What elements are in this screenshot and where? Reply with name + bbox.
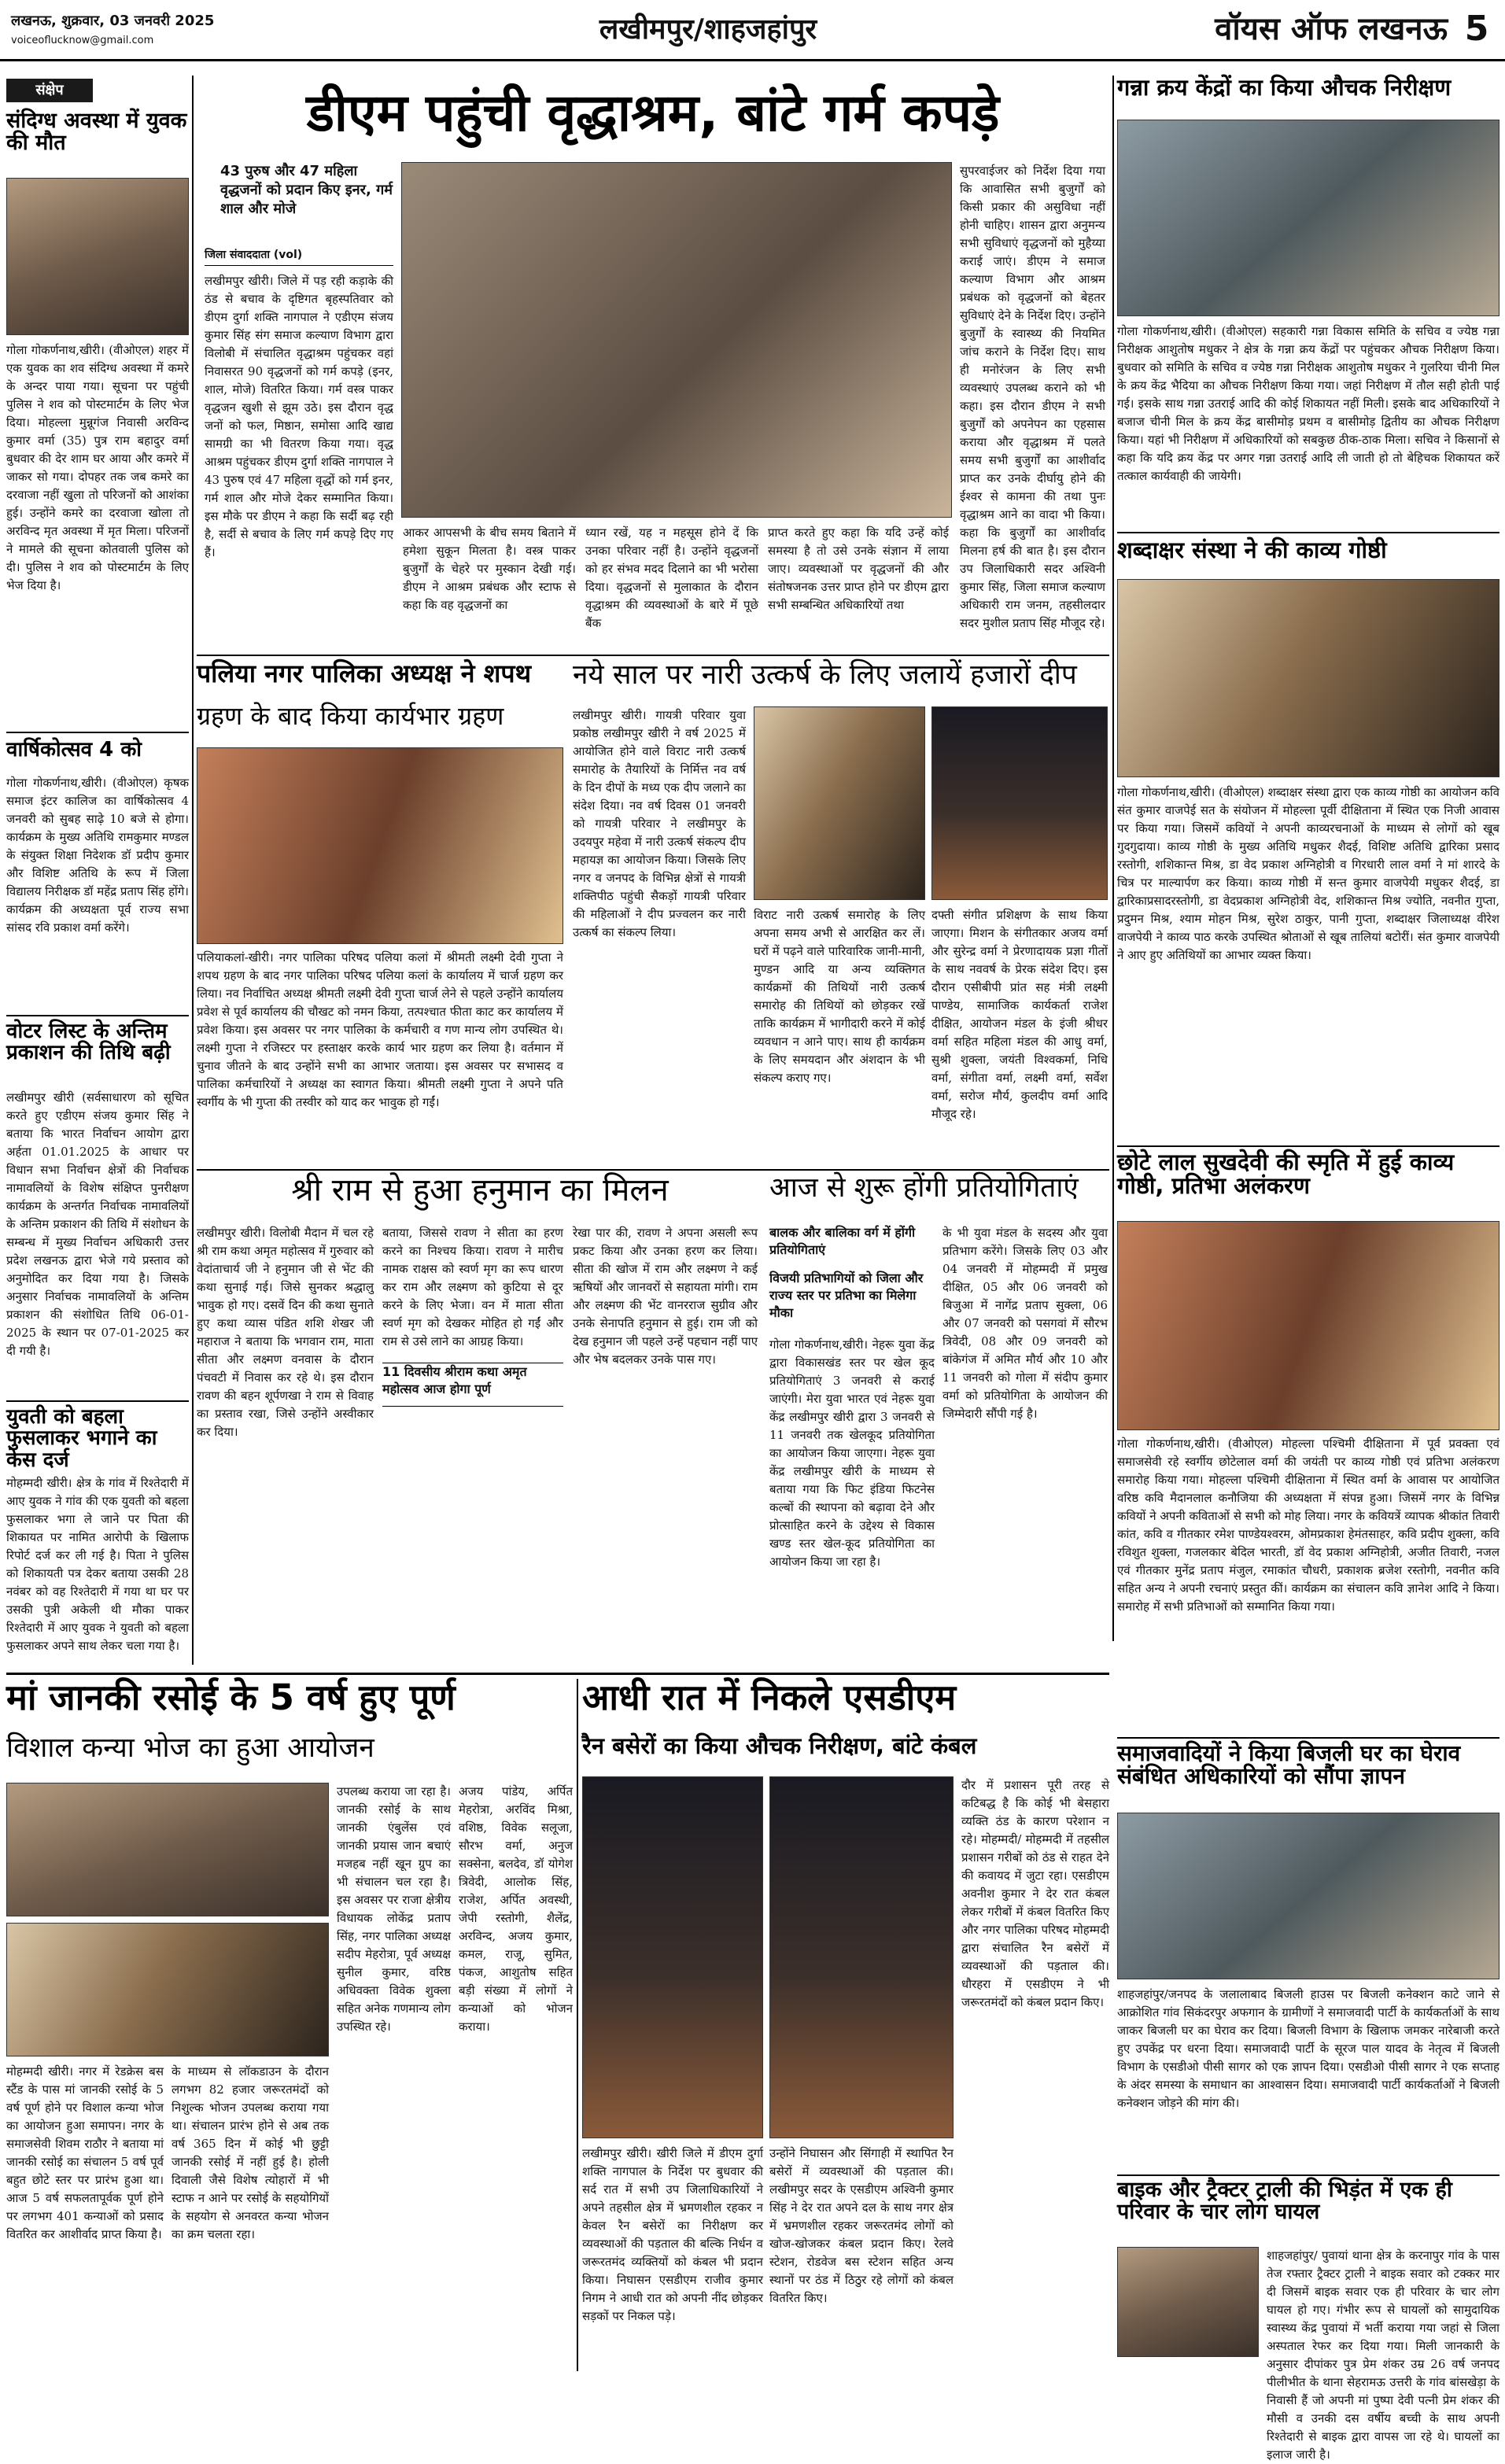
janki-text-2: के माध्यम से लॉकडाउन के दौरान लगभग 82 हजार जरूरतमंदों को निशुल्क भोजन उपलब्ध कराया गया था। संचालन प्रारंभ होने से अब तक वर्ष 365 दिन में कोई भी छुट्टी जानकी रसोई में नहीं हुई है। होली दिवाली जैसे विशेष त्योहारों में भी स्टाफ न आने पर रसोई के सहयोगियों के सहयोग से अनवरत कन्या भोजन का क्रम चलता रहा। bbox=[172, 2064, 329, 2241]
janki-story bbox=[6, 1676, 573, 2379]
lead-text-4: प्राप्त करते हुए कहा कि यदि उन्हें कोई समस्या है तो उसे उनके संज्ञान में लाया जाए। व्यवस्थाओं पर वृद्धजनों की और संतोषजनक उत्तर प्राप्त होने पर डीएम द्वारा सभी सम्बन्धित अधिकारियों तथा bbox=[768, 526, 949, 612]
nari-photo-1 bbox=[754, 706, 925, 900]
sdm-text-3: दौर में प्रशासन पूरी तरह से कटिबद्ध है कि कोई भी बेसहारा व्यक्ति ठंड के कारण परेशान न रहे। मोहम्मदी/ मोहम्मदी में तहसील प्रशासन गरीबों को ठंड से राहत देने की कवायद में जुटा रहा। एसडीएम अवनीश कुमार ने देर रात कंबल लेकर गरीबों में कंबल वितरित किए और नगर पालिका परिषद मोहम्मदी द्वारा संचालित रैन बसेरों में व्यवस्थाओं की पड़ताल की। धौरहरा में एसडीएम ने भी जरूरतमंदों को कंबल प्रदान किए। bbox=[961, 1778, 1109, 2009]
kavya2-photo bbox=[1117, 1221, 1499, 1430]
kavya1-photo bbox=[1117, 579, 1499, 777]
divider bbox=[6, 1015, 189, 1016]
nari-text-1: लखीमपुर खीरी। गायत्री परिवार युवा प्रकोष्ठ लखीमपुर खीरी ने वर्ष 2025 में आयोजित होने वाले विराट नारी उत्कर्ष समारोह के तैयारियों के निर्मित्त नव वर्ष के दिन दीपों के मध्य एक दीप जलाने का संदेश दिया। नव वर्ष दिवस 01 जनवरी को गायत्री परिवार ने लखीमपुर के उदयपुर महेवा में नारी उत्कर्ष संकल्प दीप महायज्ञ का आयोजन किया। जिसके लिए नगर व जनपद के विभिन्न क्षेत्रों से गायत्री शक्तिपीठ पहुंची सैकड़ों गायत्री परिवार की महिलाओं ने दीप प्रज्वलन कर नारी उत्कर्ष का संकल्प लिया। bbox=[573, 708, 746, 939]
brief-1-title: संदिग्ध अवस्था में युवक की मौत bbox=[6, 109, 187, 156]
divider bbox=[197, 655, 1109, 656]
paliya-headline-2: ग्रहण के बाद किया कार्यभार ग्रहण bbox=[197, 701, 504, 731]
brief-4-text: मोहम्मदी खीरी। क्षेत्र के गांव में रिश्तेदारी में आए युवक ने गांव की एक युवती को बहला फुसलाकर भगा ले जाने पर पिता की शिकायत पर नामित आरोपी के खिलाफ रिपोर्ट दर्ज कर ली गई है। पिता ने पुलिस को शिकायती पत्र देकर बताया उसकी 28 नवंबर को वह रिश्तेदारी में गया था घर पर उसकी पुत्री अकेली थी मौका पाकर रिश्तेदारी में आए युवक ने युवती को बहला फुसलाकर अपने साथ लेकर चला गया है। bbox=[6, 1476, 189, 1653]
page-number: 5 bbox=[1464, 9, 1489, 49]
paliya-headline-1: पलिया नगर पालिका अध्यक्ष ने शपथ bbox=[197, 658, 532, 688]
kavya2-text: गोला गोकर्णनाथ,खीरी। (वीओएल) मोहल्ला पश्चिमी दीक्षिताना में पूर्व प्रवक्ता एवं समाजसेवी रहे स्वर्गीय छोटेलाल वर्मा की जयंती पर काव्य गोष्ठी एवं प्रतिभा अलंकरण समारोह किया गया। मोहल्ला पश्चिमी दीक्षिताना में स्थित वर्मा के आवास पर आयोजित वरिष्ठ कवि मैदानलाल कनौजिया की अध्यक्षता में संपन्न हुआ। जिसमें नगर के विभिन्न कवियों ने अपनी कविताओं से सभी को मोह लिया। नगर के कवियत्रें व्यापक श्रीकांत तिवारी कांत, कवि व गीतकार रमेश पाण्डेयश्वरम, ओमप्रकाश हेमंतसाहर, कवि प्रदीप शुक्ला, कवि रविशुत शुक्ला, गजलकार बेदिल भारती, डॉ वेद प्रकाश अग्निहोत्री, अजीत तिवारी, नजल एवं गीतकार मुनेंद्र प्रताप मंजुल, रमाकांत चौधरी, प्रकाशक ब्रजेश रस्तोगी, नवनीत कवि सहित अन्य ने अपनी रचनाएं प्रस्तुत कीं। कार्यक्रम का संचालन कवि ज्ञानेश आदि ने किया। समारोह में सभी प्रतिभाओं को सम्मानित किया गया। bbox=[1117, 1437, 1500, 1614]
column-rule bbox=[192, 76, 194, 1665]
masthead-email: voiceoflucknow@gmail.com bbox=[11, 35, 154, 46]
column-rule bbox=[577, 1679, 578, 2371]
sapa-text: शाहजहांपुर/जनपद के जलालाबाद बिजली हाउस पर बिजली कनेक्शन काटे जाने से आक्रोशित गांव सिकंदरपुर अफगान के ग्रामीणों ने समाजवादी पार्टी के कार्यकर्ताओं के साथ जाकर बिजली घर का घेराव कर दिया। बिजली विभाग के खिलाफ जमकर नारेबाजी करते हुए उपकेंद्र पर धरना दिया। समाजवादी पार्टी के सूरज पाल यादव के नेतृत्व में बिजली विभाग के एसडीओ पीसी सागर को एक ज्ञापन दिया। एसडीओ पीसी सागर ने एक सप्ताह के अंदर समस्या के समाधान का आश्वासन दिया। समाजवादी पार्टी कार्यकर्ताओं ने बिजली कनेक्शन जोड़ने की मांग की। bbox=[1117, 1987, 1499, 2110]
kavya1-text: गोला गोकर्णनाथ,खीरी। (वीओएल) शब्दाक्षर संस्था द्वारा एक काव्य गोष्ठी का आयोजन कवि संत कुमार वाजपेई सत के संयोजन में मोहल्ला पूर्वी दीक्षिताना में स्थित एक निजी आवास पर किया गया। जिसमें कवियों ने अपनी काव्यरचनाओं के माध्यम से लोगों को खूब गुदगुदाया। काव्य गोष्ठी के मुख्य अतिथि मधुकर शैदई, विशिष्ट अतिथि द्वारिका प्रसाद रस्तोगी, शशिकान्त मिश्र, डा वेद प्रकाश अग्निहोत्री व गिरधारी लाल वर्मा ने मां शारदे के चित्र पर माल्यार्पण कर किया। काव्य गोष्ठी में सन्त कुमार वाजपेयी मधुकर शैदई, डा द्वारिकाप्रसादरस्तोगी, डा वेदप्रकाश अग्निहोत्री वेद, शशिकान्त मिश्र ज्योति, नवनीत गुप्ता, प्रदुमन मिश्र, श्याम मोहन मिश्र, सुरेश ठाकुर, पानी गुप्ता, शब्दाक्षर जिलाध्यक्ष वीरेश वाजपेयी ने काव्य पाठ करके उपस्थित श्रोताओं से खूब तालियां बटोरीं। संत कुमार वाजपेयी ने आए हुए अतिथियों का आभार व्यक्त किया। bbox=[1117, 785, 1499, 962]
divider bbox=[6, 1673, 1109, 1675]
kavya2-headline: छोटे लाल सुखदेवी की स्मृति में हुई काव्य गोष्ठी, प्रतिभा अलंकरण bbox=[1117, 1149, 1455, 1200]
janki-text-4: अजय पांडेय, अर्पित मेहरोत्रा, अरविंद मिश्रा, वशिष्ठ, विवेक सलूजा, सौरभ वर्मा, अनुज सक्सेना, बलदेव, डॉ योगेश त्रिवेदी, आलोक सिंह, राजेश, अर्पित अवस्थी, जेपी रस्तोगी, शैलेंद्र, अरविन्द, अजय कुमार, कमल, राजू, सुमित, पंकज, आशुतोष सहित बड़ी संख्या में लोगों ने कन्याओं को भोजन कराया। bbox=[459, 1784, 573, 2034]
divider bbox=[6, 732, 189, 733]
brand-title: वॉयस ऑफ लखनऊ bbox=[1215, 11, 1448, 47]
brief-2-title: वार्षिकोत्सव 4 को bbox=[6, 738, 142, 762]
lead-text-3: ध्यान रखें, यह न महसूस होने दें कि उनका परिवार नहीं है। उन्होंने वृद्धजनों को हर संभव मदद दिलाने का भी भरोसा दिया। वृद्धजनों से मुलाकात के दौरान वृद्धाश्रम की व्यवस्थाओं के बारे में पूछे बैंक bbox=[585, 526, 758, 630]
masthead bbox=[0, 0, 1505, 61]
ram-text-1: लखीमपुर खीरी। विलोबी मैदान में चल रहे श्री राम कथा अमृत महोत्सव में गुरुवार को वेदांताचार्य जी ने हनुमान जी से भेंट की कथा सुनाई गई। जिसे सुनकर श्रद्धालु भावुक हो गए। दसवें दिन की कथा सुनाते हुए कथा व्यास पंडित शशि शेखर जी महाराज ने बताया कि भगवान राम, माता सीता और लक्ष्मण वनवास के दौरान पंचवटी में निवास कर रहे थे। इस दौरान रावण की बहन शूर्पणखा ने राम से विवाह का प्रस्ताव रखा, जिसे उन्होंने अस्वीकार कर दिया। bbox=[197, 1226, 374, 1439]
sidebar bbox=[6, 79, 189, 1668]
lead-story bbox=[197, 76, 1109, 650]
janki-photo-2 bbox=[6, 1923, 329, 2056]
sdm-text-2: उन्होंने निघासन और सिंगाही में स्थापित रैन बसेरों में व्यवस्थाओं की पड़ताल की। लखीमपुर सदर के एसडीएम अश्विनी कुमार सिंह ने देर रात अपने दल के साथ नगर क्षेत्र में भ्रमणशील रहकर जरूरतमंद लोगों को खोज-खोजकर कंबल प्रदान किए। रेलवे स्टेशन, रोडवेज बस स्टेशन सहित अन्य स्थानों पर ठंड में ठिठुर रहे लोगों को कंबल वितरित किए। bbox=[769, 2146, 954, 2305]
paliya-story bbox=[197, 658, 566, 1164]
paliya-text: पलियाकलां-खीरी। नगर पालिका परिषद पलिया कलां में श्रीमती लक्ष्मी देवी गुप्ता ने शपथ ग्रहण के बाद नगर पालिका परिषद पलिया कलां के कार्यालय में चार्ज ग्रहण कर लिया। नव निर्वाचित अध्यक्ष श्रीमती लक्ष्मी देवी गुप्ता चार्ज लेने से पहले उन्होंने कार्यालय प्रवेश से पूर्व कार्यालय की चौखट को नमन किया, तत्पश्चात फीता काट कर कार्यालय में प्रवेश किया। इस अवसर पर नगर पालिका के कर्मचारी व गण मान्य लोग उपस्थित थे। लक्ष्मी गुप्ता ने रजिस्टर पर हस्ताक्षर करके कार्य भार ग्रहण कर लिया है। वर्तमान में चुनाव जीतने के बाद उन्होंने सभी का आभार जताया। इस अवसर पर सभासद व पालिका कर्मचारियों ने अध्यक्ष का स्वागत किया। श्रीमती लक्ष्मी गुप्ता ने अपने पति स्वर्गीय के भी गुप्ता की तस्वीर को याद कर भावुक हो गईं। bbox=[197, 950, 563, 1109]
accident-headline: बाइक और ट्रैक्टर ट्राली की भिड़ंत में एक ही परिवार के चार लोग घायल bbox=[1117, 2178, 1452, 2225]
ram-story bbox=[197, 1174, 763, 1662]
brief-3-text: लखीमपुर खीरी (सर्वसाधारण को सूचित करते हुए एडीएम संजय कुमार सिंह ने बताया कि भारत निर्वाचन आयोग द्वारा अर्हता 01.01.2025 के आधार पर विधान सभा निर्वाचन क्षेत्रों की निर्वाचक नामावलियों के विशेष संक्षिप्त पुनरीक्षण कार्यक्रम के अन्तर्गत निर्वाचक नामावलियों के अन्तिम प्रकाशन की तिथि में संशोधन के सम्बन्ध में मुख्य निर्वाचन अधिकारी उत्तर प्रदेश लखनऊ द्वारा भेजे गये प्रस्ताव को अनुमोदित कर दिया गया है। जिसके अनुसार निर्वाचक नामावलियों के अन्तिम प्रकाशन की संशोधित तिथि 06-01-2025 के स्थान पर 07-01-2025 कर दी गयी है। bbox=[6, 1090, 189, 1358]
lead-bullet: 43 पुरुष और 47 महिला वृद्धजनों को प्रदान किए इनर, गर्म शाल और मोजे bbox=[220, 163, 393, 217]
sdm-photo-1 bbox=[582, 1776, 763, 2138]
ganna-photo bbox=[1117, 120, 1499, 316]
pratiyogita-bullet-1: बालक और बालिका वर्ग में होंगी प्रतियोगिताएं bbox=[769, 1225, 916, 1257]
brief-1-text: गोला गोकर्णनाथ,खीरी। (वीओएल) शहर में एक युवक का शव संदिग्ध अवस्था में कमरे के अन्दर पाया गया। सूचना पर पहुंची पुलिस ने शव को पोस्टमार्टम के लिए भेज दिया। मोहल्ला मुन्नूगंज निवासी अरविन्द कुमार वर्मा (35) पुत्र राम बहादुर वर्मा बुधवार की देर शाम घर आया और कमरे में जाकर सो गया। दोपहर तक जब कमरे का दरवाजा नहीं खुला तो परिजनों को आशंका हुई। उन्होंने कमरे का दरवाजा खोला तो अरविन्द मृत अवस्था में मृत मिला। परिजनों ने मामले की सूचना कोतवाली पुलिस को दी। पुलिस ने शव को पोस्टमार्टम के लिए भेज दिया है। bbox=[6, 343, 189, 592]
janki-headline-1: मां जानकी रसोई के 5 वर्ष हुए पूर्ण bbox=[6, 1676, 456, 1718]
pratiyogita-headline: आज से शुरू होंगी प्रतियोगिताएं bbox=[769, 1172, 1079, 1204]
divider bbox=[197, 1169, 1109, 1171]
janki-text-1: मोहम्मदी खीरी। नगर में रेडक्रेस बस स्टैंड के पास मां जानकी रसोई के 5 वर्ष पूर्ण होने पर विशाल कन्या भोज का आयोजन हुआ समापन। नगर के समाजसेवी शिवम राठौर ने बताया मां जानकी रसोई का संचालन 5 वर्ष पूर्व बहुत छोटे स्तर पर प्रारंभ हुआ था। आज 5 वर्ष सफलतापूर्वक पूर्ण होने पर लगभग 401 कन्याओं को प्रसाद वितरित कर आशीर्वाद प्राप्त किया है। bbox=[6, 2064, 164, 2241]
right-column bbox=[1117, 74, 1500, 2462]
nari-headline: नये साल पर नारी उत्कर्ष के लिए जलायें हजारों दीप bbox=[573, 659, 1077, 691]
nari-text-2: विराट नारी उत्कर्ष समारोह के लिए अपना समय अभी से आरक्षित कर लें। घरों में पढ़ने वाले पारिवारिक जानी-मानी, मुण्डन आदि या अन्य व्यक्तिगत कार्यक्रमों की तिथियों नारी उत्कर्ष समारोह की तिथियों को छोड़कर रखें ताकि कार्यक्रम में भागीदारी करने में कोई व्यवधान न आने पाए। साथ ही कार्यक्रम के लिए समयदान और अंशदान के भी संकल्प कराए गए। bbox=[754, 908, 925, 1085]
lead-text-2: आकर आपसभी के बीच समय बिताने में हमेशा सुकून मिलता है। वस्त्र पाकर बुजुर्गों के चेहरे पर मुस्कान देखी गई। डीएम ने आश्रम प्रबंधक और स्टाफ से कहा कि वह वृद्धजनों का bbox=[403, 526, 576, 612]
ganna-headline: गन्ना क्रय केंद्रों का किया औचक निरीक्षण bbox=[1117, 74, 1452, 101]
brief-1-photo bbox=[6, 178, 189, 335]
ram-text-3: रेखा पार की, रावण ने अपना असली रूप प्रकट किया और उनका हरण कर लिया। सीता की खोज में राम और लक्ष्मण ने कई ऋषियों और जानवरों से सहायता मांगी। राम और लक्ष्मण की भेंट वानरराज सुग्रीव और उनके सेनापति हनुमान से हुई। राम जी को देख हनुमान जी पहले उन्हें पहचान नहीं पाए और भेष बदलकर उनके पास गए। bbox=[573, 1226, 758, 1367]
column-rule bbox=[1112, 76, 1114, 1641]
brief-4-title: युवती को बहला फुसलाकर भगाने का केस दर्ज bbox=[6, 1405, 157, 1472]
ram-headline: श्री राम से हुआ हनुमान का मिलन bbox=[291, 1172, 669, 1208]
lead-text-1: लखीमपुर खीरी। जिले में पड़ रही कड़ाके की ठंड से बचाव के दृष्टिगत बृहस्पतिवार को डीएम दुर्गा शक्ति नागपाल ने एडीएम संजय कुमार सिंह संग समाज कल्याण विभाग द्वारा विलोबी में संचालित वृद्धाश्रम पहुंचकर वहां निवासरत 90 वृद्धजनों को गर्म कपड़े (इनर, शाल, मोजे) वितरित किया। गर्म वस्त्र पाकर वृद्धजन खुशी से झूम उठे। इस दौरान वृद्ध जनों को फल, मिष्ठान, समोसा आदि खाद्य सामग्री का भी वितरण किया गया। वृद्ध आश्रम पहुंचकर डीएम दुर्गा शक्ति नागपाल ने 43 पुरुष एवं 47 महिला वृद्धों को गर्म इनर, गर्म शाल और मोजे देकर सम्मानित किया। इस मौके पर डीएम ने कहा कि सर्दी बढ़ रही है, सर्दी से बचाव के लिए गर्म कपड़े दिए गए हैं। bbox=[205, 274, 393, 559]
lead-byline: जिला संवाददाता (vol) bbox=[205, 247, 393, 266]
ganna-text: गोला गोकर्णनाथ,खीरी। (वीओएल) सहकारी गन्ना विकास समिति के सचिव व ज्येष्ठ गन्ना निरीक्षक आशुतोष मधुकर ने क्षेत्र के गन्ना क्रय केंद्रों पर पहुंचकर औचक निरीक्षण किया। बुधवार को समिति के सचिव व ज्येष्ठ गन्ना निरीक्षक आशुतोष मधुकर ने गुलरिया चीनी मिल के क्रय केंद्र भैदिया का औचक निरीक्षण किया गया। जहां निरीक्षण में तौल सही होती पाई गई। इसके साथ गन्ना उतराई आदि की कोई शिकायत नहीं मिली। इसके बाद अधिकारियों ने बजाज चीनी मिल के क्रय केंद्र बासीमोड़ प्रथम व बासीमोड़ द्वितीय का औचक निरीक्षण किया। यहां भी निरीक्षण में अधिकारियों को सबकुछ ठीक-ठाक मिला। सचिव ने किसानों से कहा कि यदि क्रय केंद्र पर अगर गन्ना उतराई आदि ली जाती हो तो बेहिचक शिकायत करें तत्काल कार्यवाही की जायेगी। bbox=[1117, 324, 1499, 483]
divider bbox=[6, 1400, 189, 1402]
divider bbox=[1117, 2174, 1499, 2176]
sdm-text-1: लखीमपुर खीरी। खीरी जिले में डीएम दुर्गा शक्ति नागपाल के निर्देश पर बुधवार की सर्द रात में सभी उप जिलाधिकारियों ने अपने तहसील क्षेत्र में भ्रमणशील रहकर न केवल रैन बसेरों का निरीक्षण कर व्यवस्थाओं की पड़ताल की बल्कि निर्धन व जरूरतमंद व्यक्तियों को कंबल भी प्रदान किया। निघासन एसडीएम राजीव कुमार निगम ने आधी रात को अपनी नींद छोड़कर सड़कों पर निकल पड़े। bbox=[582, 2146, 763, 2323]
janki-photo-1 bbox=[6, 1783, 329, 1916]
sdm-headline: आधी रात में निकले एसडीएम bbox=[582, 1676, 957, 1718]
nari-photo-2 bbox=[931, 706, 1108, 900]
ram-bullet: 11 दिवसीय श्रीराम कथा अमृत महोत्सव आज होगा पूर्ण bbox=[382, 1363, 563, 1407]
sdm-subhead: रैन बसेरों का किया औचक निरीक्षण, बांटे कंबल bbox=[582, 1732, 977, 1759]
divider bbox=[1117, 532, 1499, 533]
ram-text-2: बताया, जिससे रावण ने सीता का हरण करने का निश्चय किया। रावण ने मारीच नामक राक्षस को स्वर्ण मृग का रूप धारण कर राम और लक्ष्मण को कुटिया से दूर करने के लिए भेजा। वन में माता सीता स्वर्ण मृग को देखकर मोहित हो गईं और राम से उसे लाने का आग्रह किया। bbox=[382, 1226, 563, 1348]
paliya-photo bbox=[197, 747, 563, 944]
janki-text-3: उपलब्ध कराया जा रहा है। जानकी रसोई के साथ जानकी एंबुलेंस एवं जानकी प्रयास जान बचाएं मजहब नहीं खून ग्रुप का भी संचालन चल रहा है। इस अवसर पर राजा क्षेत्रीय विधायक लोकेंद्र प्रताप सिंह, नगर पालिका अध्यक्ष सदीप मेहरोत्रा, पूर्व अध्यक्ष सुनील कुमार, वरिष्ठ अधिवक्ता विवेक शुक्ला सहित अनेक गणमान्य लोग उपस्थित रहे। bbox=[337, 1784, 451, 2034]
sdm-story bbox=[582, 1676, 1109, 2379]
pratiyogita-text-2: के भी युवा मंडल के सदस्य और युवा प्रतिभाग करेंगे। जिसके लिए 03 और 04 जनवरी में मोहम्मदी में प्रमुख दीक्षित, 05 और 06 जनवरी को बिजुआ में नागेंद्र प्रताप सुक्ला, 06 और 07 जनवरी को पसगवां में सौरभ त्रिवेदी, 08 और 09 जनवरी को बांकेगंज में अमित मौर्य और 10 और 11 जनवरी को गोला में संदीप कुमार वर्मा को प्रतियोगिता के आयोजन की जिम्मेदारी सौंपी गई है। bbox=[942, 1226, 1108, 1421]
sdm-photo-2 bbox=[769, 1776, 954, 2138]
janki-headline-2: विशाल कन्या भोज का हुआ आयोजन bbox=[6, 1732, 374, 1764]
brief-3-title: वोटर लिस्ट के अन्तिम प्रकाशन की तिथि बढ़ी bbox=[6, 1020, 171, 1065]
lead-photo bbox=[401, 162, 952, 518]
accident-text: शाहजहांपुर/ पुवायां थाना क्षेत्र के करनापुर गांव के पास तेज रफ्तार ट्रैक्टर ट्राली ने बाइक सवार को टक्कर मार दी जिसमें बाइक सवार एक ही परिवार के चार लोग घायल हो गए। गंभीर रूप से घायलों को सामुदायिक स्वास्थ्य केंद्र पुवायां में भर्ती कराया गया जहां से जिला अस्पताल रेफर कर दिया गया। मिली जानकारी के अनुसार दीपांकर पुत्र प्रेम शंकर उम्र 26 वर्ष जनपद पीलीभीत के थाना सेहरामऊ उत्तरी के गांव बांसखेड़ा के निवासी हैं जो अपनी मां पुष्पा देवी पत्नी प्रेम शंकर की मौसी व उनकी दस वर्षीय बच्ची के साथ अपनी रिश्तेदारी से बाइक द्वारा वापस जा रहे थे। घायलों का इलाज जारी है। bbox=[1267, 2248, 1499, 2462]
nari-text-3: दफ्ती संगीत प्रशिक्षण के साथ किया जाएगा। मिशन के संगीतकार अजय वर्मा और सुरेन्द्र वर्मा ने प्रेरणादायक प्रज्ञा गीतों के साथ नववर्ष के प्रेरक संदेश दिए। इस दौरान एसीबीपी प्रांत सह मंत्री लक्ष्मी पाण्डेय, सामाजिक कार्यकर्ता राजेश दीक्षित, आयोजन मंडल के इंजी श्रीधर वर्मा सहित महिला मंडल की आधु वर्मा, सुश्री शुक्ला, जयंती विश्वकर्मा, निधि वर्मा, संगीता वर्मा, लक्ष्मी वर्मा, सर्वेश वर्मा, सरोज मौर्य, कुलदीप वर्मा आदि मौजूद रहे। bbox=[931, 908, 1108, 1121]
sidebar-label: संक्षेप bbox=[6, 79, 93, 102]
divider bbox=[1117, 1145, 1499, 1147]
pratiyogita-text-1: गोला गोकर्णनाथ,खीरी। नेहरू युवा केंद्र द्वारा विकासखंड स्तर पर खेल कूद प्रतियोगिताएं 3 जनवरी से कराई जाएंगी। मेरा युवा भारत एवं नेहरू युवा केंद्र लखीमपुर खीरी द्वारा 3 जनवरी से 11 जनवरी तक खेलकूद प्रतियोगिता का आयोजन किया जाएगा। नेहरू युवा केंद्र लखीमपुर खीरी के माध्यम से बताया गया कि फिट इंडिया फिटनेस कल्बों की स्थापना को बढ़ावा देने और प्रोत्साहित करने के उद्देश्य से विकास खण्ड स्तर खेल-कूद प्रतियोगिता का आयोजन किया जा रहा है। bbox=[769, 1337, 935, 1569]
accident-photo bbox=[1117, 2247, 1259, 2357]
section-title: लखीमपुर/शाहजहांपुर bbox=[599, 13, 817, 46]
lead-headline: डीएम पहुंची वृद्धाश्रम, बांटे गर्म कपड़े bbox=[306, 83, 1000, 143]
brief-2-text: गोला गोकर्णनाथ,खीरी। (वीओएल) कृषक समाज इंटर कालिज का वार्षिकोत्सव 4 जनवरी को सुबह साढ़े 10 बजे से होगा। कार्यक्रम के मुख्य अतिथि रामकुमार मण्डल के संयुक्त शिक्षा निदेशक डॉ प्रदीप कुमार और विशिष्ट अतिथि के रूप में जिला विद्यालय निरीक्षक डॉ महेंद्र प्रताप सिंह होंगे। कार्यक्रम की अध्यक्षता पूर्व राज्य सभा सांसद रवि प्रकाश वर्मा करेंगे। bbox=[6, 776, 189, 935]
divider bbox=[1117, 1737, 1499, 1739]
masthead-date: लखनऊ, शुक्रवार, 03 जनवरी 2025 bbox=[11, 13, 215, 29]
lead-text-5: सुपरवाईजर को निर्देश दिया गया कि आवासित सभी बुजुर्गों को किसी प्रकार की असुविधा नहीं होनी चाहिए। शासन द्वारा अनुमन्य सभी सुविधाएं वृद्धजनों को मुहैय्या कराई जाएं। डीएम ने समाज कल्याण विभाग और आश्रम प्रबंधक को वृद्धजनों को बेहतर सुविधाएं देने के निर्देश दिए। उन्होंने बुजुर्गों के स्वास्थ्य की नियमित जांच कराने के निर्देश दिए। साथ ही मनोरंजन के लिए सभी व्यवस्थाएं उपलब्ध कराने को भी कहा। इस दौरान डीएम ने सभी बुजुर्गों को अपनेपन का एहसास कराया और वृद्धाश्रम में पलते समय सभी बुजुर्गों का आशीर्वाद प्राप्त कर उनके दीर्घायु होने की ईश्वर से कामना की तथा पुनः वृद्धाश्रम आने का वादा भी किया। कहा कि बुजुर्गों का आशीर्वाद मिलना हर्ष की बात है। इस दौरान उप जिलाधिकारी सदर अश्विनी कुमार सिंह, जिला समाज कल्याण अधिकारी राम जनम, तहसीलदार सदर मुशील प्रताप सिंह मौजूद रहे। bbox=[960, 164, 1105, 630]
sapa-photo bbox=[1117, 1813, 1499, 1979]
sapa-headline: समाजवादियों ने किया बिजली घर का घेराव संबंधित अधिकारियों को सौंपा ज्ञापन bbox=[1117, 1740, 1461, 1790]
pratiyogita-bullet-2: विजयी प्रतिभागियों को जिला और राज्य स्तर पर प्रतिभा का मिलेगा मौका bbox=[769, 1271, 924, 1320]
kavya1-headline: शब्दाक्षर संस्था ने की काव्य गोष्ठी bbox=[1117, 537, 1387, 563]
pratiyogita-story bbox=[769, 1174, 1108, 1662]
nari-story bbox=[573, 661, 1108, 1164]
